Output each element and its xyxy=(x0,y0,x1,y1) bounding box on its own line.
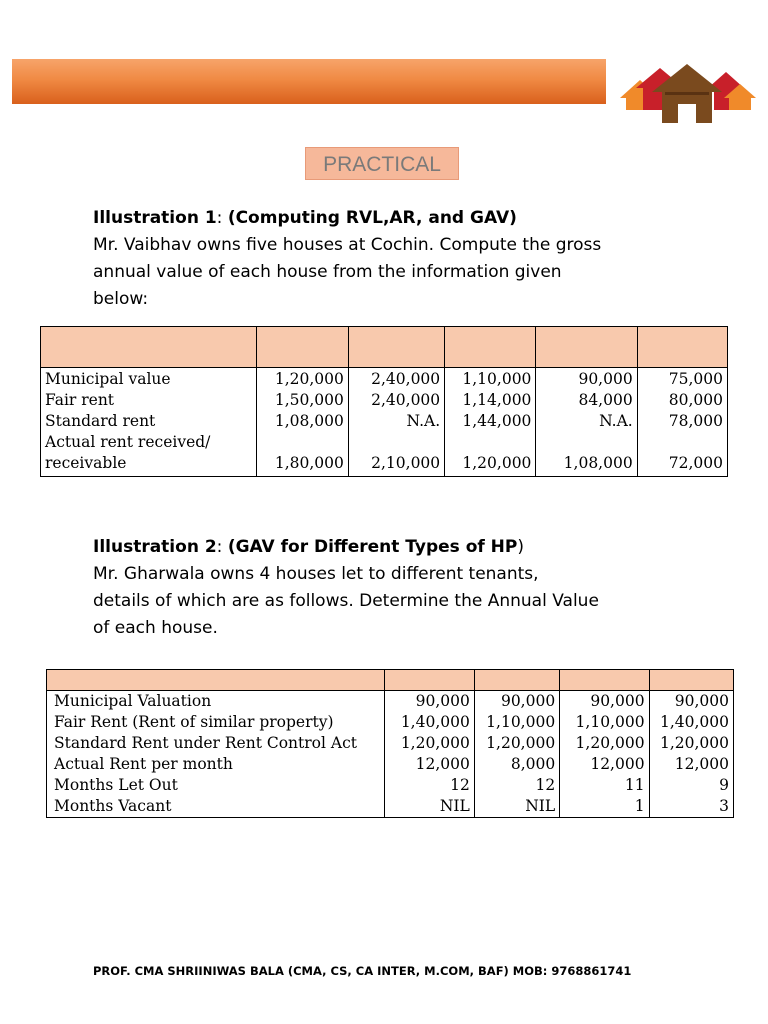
table-value-cell: 1,10,000 1,14,000 1,44,000 1,20,000 xyxy=(445,368,536,477)
table-header-row xyxy=(41,327,728,368)
illustration-2-title: Illustration 2: (GAV for Different Types of HP) xyxy=(93,537,525,557)
table-value-cell: 90,000 1,10,000 1,20,000 12,000 11 1 xyxy=(560,691,649,818)
table-header-cell xyxy=(256,327,348,368)
table-value-cell: 75,000 80,000 78,000 72,000 xyxy=(637,368,727,477)
table-header-cell xyxy=(536,327,637,368)
table-header-cell xyxy=(445,327,536,368)
table-illustration-1 xyxy=(40,326,728,477)
table-label-cell: Municipal value Fair rent Standard rent Actual rent received/ receivable xyxy=(41,368,257,477)
header-banner xyxy=(12,59,606,104)
table-value-cell: 90,000 1,10,000 1,20,000 8,000 12 NIL xyxy=(474,691,559,818)
table-row xyxy=(47,691,734,818)
illustration-2-text-line: of each house. xyxy=(93,618,218,638)
table-value-cell: 2,40,000 2,40,000 N.A. 2,10,000 xyxy=(348,368,444,477)
illustration-2-text-line: Mr. Gharwala owns 4 houses let to different tenants, xyxy=(93,564,539,584)
table-value-cell: 90,000 84,000 N.A. 1,08,000 xyxy=(536,368,637,477)
illustration-1-title: Illustration 1: (Computing RVL,AR, and GAV) xyxy=(93,208,517,228)
table-row xyxy=(41,368,728,477)
table-header-cell xyxy=(649,670,733,691)
table-header-cell xyxy=(560,670,649,691)
illustration-2 xyxy=(93,534,693,642)
house-logo-icon xyxy=(618,60,758,125)
table-value-cell: 1,20,000 1,50,000 1,08,000 1,80,000 xyxy=(256,368,348,477)
table-header-cell xyxy=(385,670,474,691)
illustration-1-text-line: below: xyxy=(93,289,149,309)
illustration-2-text-line: details of which are as follows. Determine the Annual Value xyxy=(93,591,599,611)
footer-credit: PROF. CMA SHRIINIWAS BALA (CMA, CS, CA INTER, M.COM, BAF) MOB: 9768861741 xyxy=(93,964,632,978)
table-header-cell xyxy=(41,327,257,368)
illustration-1-text-line: annual value of each house from the information given xyxy=(93,262,562,282)
illustration-1 xyxy=(93,205,693,313)
table-header-cell xyxy=(47,670,385,691)
table-illustration-2 xyxy=(46,669,734,818)
table-header-cell xyxy=(637,327,727,368)
table-label-cell: Municipal Valuation Fair Rent (Rent of similar property) Standard Rent under Rent Control Act Actual Rent per month Months Let Out Months Vacant xyxy=(47,691,385,818)
practical-badge: PRACTICAL xyxy=(305,147,459,180)
table-header-cell xyxy=(348,327,444,368)
table-header-cell xyxy=(474,670,559,691)
table-value-cell: 90,000 1,40,000 1,20,000 12,000 9 3 xyxy=(649,691,733,818)
table-value-cell: 90,000 1,40,000 1,20,000 12,000 12 NIL xyxy=(385,691,474,818)
table-header-row xyxy=(47,670,734,691)
illustration-1-text-line: Mr. Vaibhav owns five houses at Cochin. Compute the gross xyxy=(93,235,602,255)
